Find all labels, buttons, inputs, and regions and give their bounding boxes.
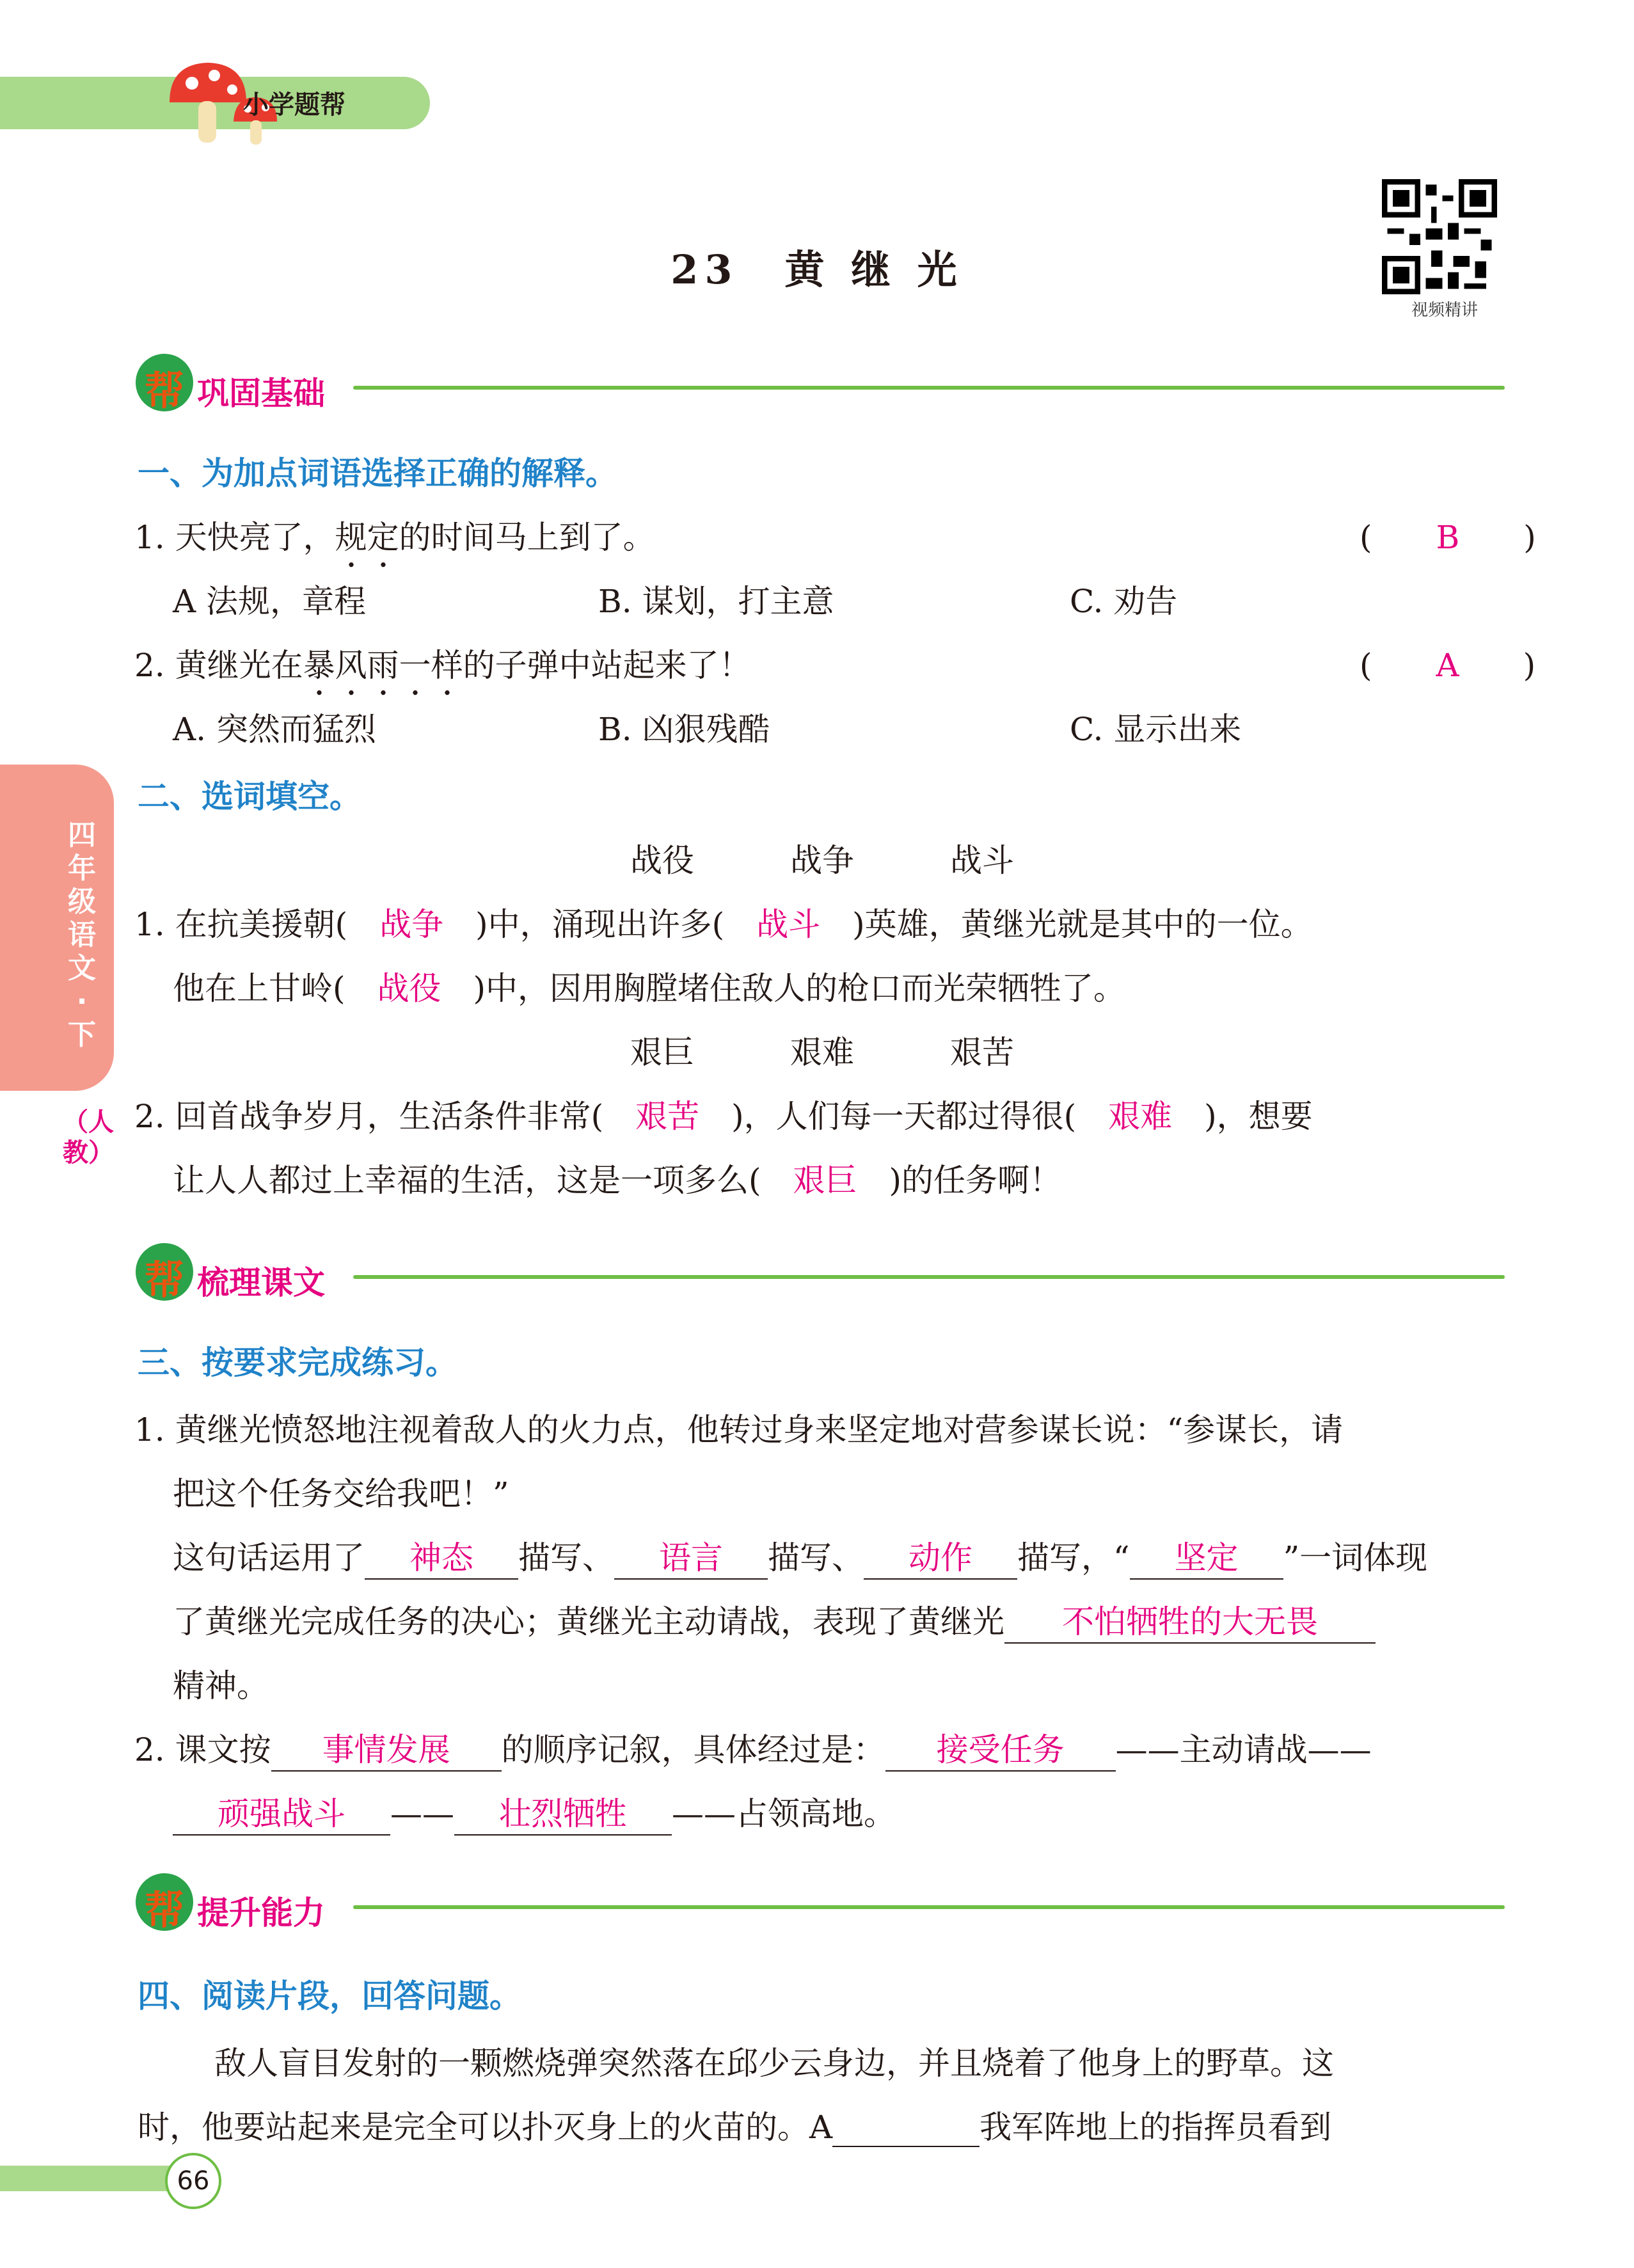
section-header-improve xyxy=(136,1868,1505,1939)
q1-item2: 2. 黄继光在暴风雨一样的子弹中站起来了！ xyxy=(134,647,751,684)
dotted-word: 暴风雨一样 xyxy=(303,647,463,684)
question-heading-4: 四、阅读片段，回答问题。 xyxy=(138,1978,521,2015)
blank-answer: 接受任务 xyxy=(885,1724,1116,1772)
answer-box-1[interactable]: ( B ) xyxy=(1360,519,1536,556)
q3-item1-line2: 把这个任务交给我吧！” xyxy=(173,1475,509,1512)
word-bank-2: 艰巨 艰难 艰苦 xyxy=(630,1034,1014,1071)
page-title: 23 黄 继 光 xyxy=(670,246,964,293)
q3-item1-line4: 了黄继光完成任务的决心；黄继光主动请战，表现了黄继光 不怕牺牲的大无畏 xyxy=(173,1596,1376,1644)
blank-answer: 不怕牺牲的大无畏 xyxy=(1004,1596,1376,1644)
fill-sentence-2b: 让人人都过上幸福的生活，这是一项多么( 艰巨 )的任务啊！ xyxy=(173,1162,1062,1199)
section-title: 提升能力 xyxy=(197,1894,325,1931)
fill-sentence-1: 1. 在抗美援朝( 战争 )中，涌现出许多( 战斗 )英雄，黄继光就是其中的一位。 xyxy=(134,906,1313,943)
brand-name: 小学题帮 xyxy=(243,90,345,120)
q3-item2-line2: 顽强战斗 —— 壮烈牺牲 ——占领高地。 xyxy=(173,1788,896,1836)
blank-answer: 壮烈牺牲 xyxy=(454,1788,672,1836)
q3-item1-line5: 精神。 xyxy=(173,1667,269,1704)
section-header-review xyxy=(136,1238,1505,1308)
page-number: 66 xyxy=(165,2153,221,2209)
word-bank-1: 战役 战争 战斗 xyxy=(630,842,1014,879)
qr-label: 视频精讲 xyxy=(1411,301,1478,320)
section-divider xyxy=(353,386,1505,390)
fill-sentence-2: 2. 回首战争岁月，生活条件非常( 艰苦 )，人们每一天都过得很( 艰难 )，想要 xyxy=(134,1098,1313,1135)
section-divider xyxy=(353,1905,1505,1909)
dotted-word: 规定 xyxy=(335,519,399,556)
reading-paragraph-line2: 时，他要站起来是完全可以扑灭身上的火苗的。A 我军阵地上的指挥员看到 xyxy=(138,2109,1332,2146)
option-c: C. 劝告 xyxy=(1070,583,1178,620)
answer-text: A xyxy=(1436,647,1459,684)
section-header-consolidate xyxy=(136,349,1505,419)
question-heading-3: 三、按要求完成练习。 xyxy=(138,1344,457,1381)
blank-answer: 动作 xyxy=(864,1532,1017,1580)
section-title: 巩固基础 xyxy=(197,375,325,412)
answer-text: B xyxy=(1436,519,1460,556)
option-c: C. 显示出来 xyxy=(1070,711,1242,748)
section-badge-label: 帮 xyxy=(145,367,185,414)
edition-label: （人教） xyxy=(63,1107,114,1168)
blank-line[interactable] xyxy=(832,2109,980,2147)
q3-item1-line1: 1. 黄继光愤怒地注视着敌人的火力点，他转过身来坚定地对营参谋长说：“参谋长，请 xyxy=(134,1411,1344,1448)
q3-item2-line1: 2. 课文按 事情发展 的顺序记叙，具体经过是： 接受任务 ——主动请战—— xyxy=(134,1724,1372,1772)
fill-answer: 艰苦 xyxy=(635,1098,700,1135)
fill-answer: 战斗 xyxy=(756,906,821,943)
blank-answer: 神态 xyxy=(365,1532,518,1580)
blank-answer: 坚定 xyxy=(1130,1532,1283,1580)
fill-answer: 艰难 xyxy=(1108,1098,1173,1135)
section-divider xyxy=(353,1275,1505,1279)
section-badge-label: 帮 xyxy=(145,1887,185,1933)
fill-sentence-1b: 他在上甘岭( 战役 )中，因用胸膛堵住敌人的枪口而光荣牺牲了。 xyxy=(173,970,1126,1007)
q1-item1: 1. 天快亮了，规定的时间马上到了。 xyxy=(134,519,655,556)
answer-box-2[interactable]: ( A ) xyxy=(1360,647,1536,684)
fill-answer: 战争 xyxy=(379,906,444,943)
blank-answer: 顽强战斗 xyxy=(173,1788,390,1836)
blank-answer: 事情发展 xyxy=(271,1724,502,1772)
section-badge-label: 帮 xyxy=(145,1257,185,1303)
grade-label: 四年级语文·下 xyxy=(68,819,96,1051)
option-a: A. 突然而猛烈 xyxy=(173,711,376,748)
reading-paragraph-line1: 敌人盲目发射的一颗燃烧弹突然落在邱少云身边，并且烧着了他身上的野草。这 xyxy=(214,2045,1334,2082)
fill-answer: 艰巨 xyxy=(793,1162,857,1199)
q3-item1-line3: 这句话运用了 神态 描写、 语言 描写、 动作 描写，“ 坚定 ”一词体现 xyxy=(173,1532,1427,1580)
section-title: 梳理课文 xyxy=(197,1264,325,1301)
question-heading-1: 一、为加点词语选择正确的解释。 xyxy=(138,455,617,492)
option-b: B. 凶狠残酷 xyxy=(598,711,770,748)
option-a: A 法规，章程 xyxy=(173,583,367,620)
question-heading-2: 二、选词填空。 xyxy=(138,778,361,815)
qr-code-icon[interactable] xyxy=(1382,179,1497,294)
blank-answer: 语言 xyxy=(614,1532,768,1580)
option-b: B. 谋划，打主意 xyxy=(598,583,834,620)
fill-answer: 战役 xyxy=(377,970,441,1007)
